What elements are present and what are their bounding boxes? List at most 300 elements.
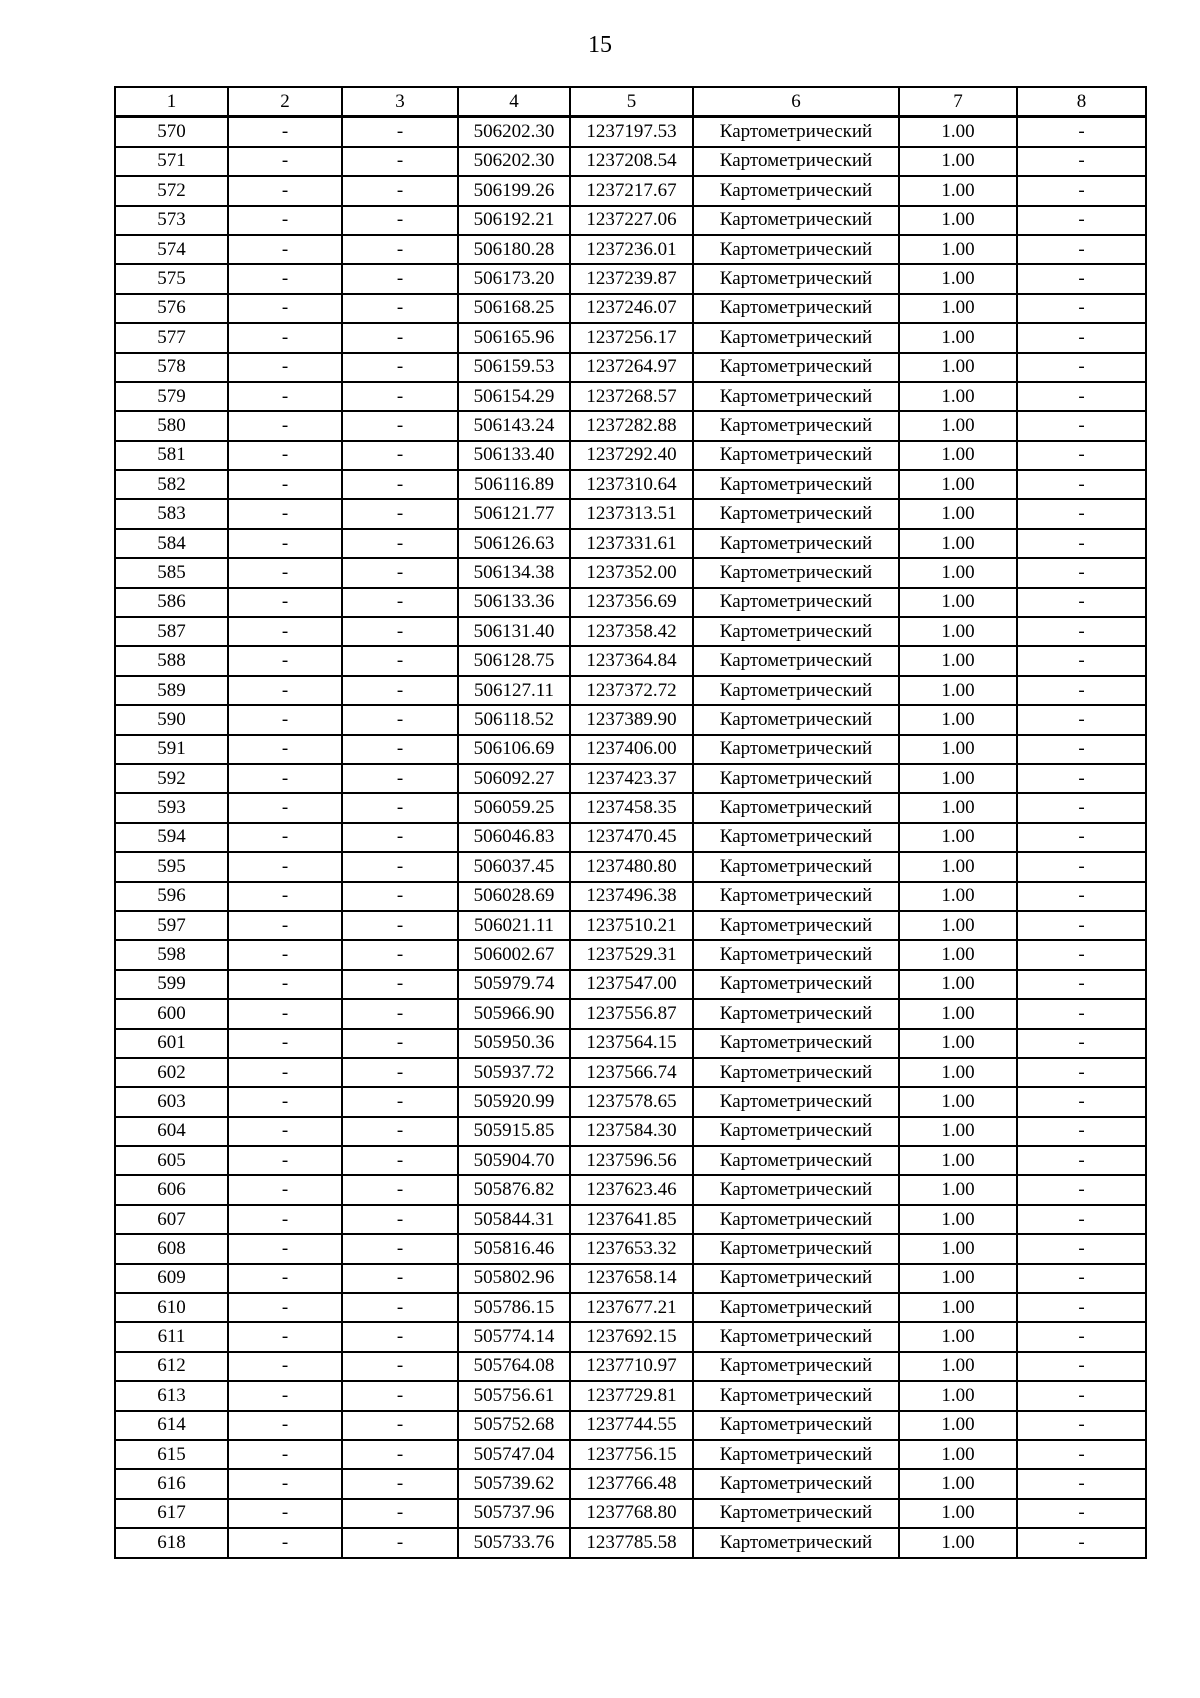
cell-accuracy: 1.00 <box>899 646 1017 675</box>
cell-coord-y: 1237623.46 <box>570 1175 693 1204</box>
cell-coord-y: 1237710.97 <box>570 1352 693 1381</box>
cell-col-8: - <box>1017 793 1146 822</box>
cell-col-8: - <box>1017 441 1146 470</box>
cell-coord-y: 1237292.40 <box>570 441 693 470</box>
table-row <box>115 735 1146 764</box>
table-row <box>115 470 1146 499</box>
cell-col-2: - <box>228 970 342 999</box>
cell-col-8: - <box>1017 705 1146 734</box>
cell-col-8: - <box>1017 1440 1146 1469</box>
cell-coord-x: 506180.28 <box>458 235 570 264</box>
cell-col-2: - <box>228 676 342 705</box>
cell-point-number: 592 <box>115 764 228 793</box>
cell-col-3: - <box>342 1175 458 1204</box>
cell-col-8: - <box>1017 1499 1146 1528</box>
table-row <box>115 117 1146 147</box>
cell-coord-x: 505937.72 <box>458 1058 570 1087</box>
cell-coord-y: 1237389.90 <box>570 705 693 734</box>
cell-col-8: - <box>1017 1264 1146 1293</box>
column-header-8: 8 <box>1017 87 1146 117</box>
cell-coord-x: 506092.27 <box>458 764 570 793</box>
cell-method: Картометрический <box>693 294 899 323</box>
cell-coord-x: 506159.53 <box>458 353 570 382</box>
cell-coord-y: 1237470.45 <box>570 823 693 852</box>
table-header-row <box>115 87 1146 117</box>
cell-col-3: - <box>342 1029 458 1058</box>
cell-coord-x: 505764.08 <box>458 1352 570 1381</box>
cell-coord-y: 1237236.01 <box>570 235 693 264</box>
cell-coord-y: 1237785.58 <box>570 1528 693 1557</box>
cell-accuracy: 1.00 <box>899 294 1017 323</box>
cell-col-2: - <box>228 793 342 822</box>
cell-coord-x: 506126.63 <box>458 529 570 558</box>
table-row <box>115 1087 1146 1116</box>
cell-point-number: 570 <box>115 117 228 147</box>
cell-point-number: 575 <box>115 264 228 293</box>
cell-coord-y: 1237364.84 <box>570 646 693 675</box>
cell-col-2: - <box>228 1175 342 1204</box>
cell-col-8: - <box>1017 1293 1146 1322</box>
cell-point-number: 582 <box>115 470 228 499</box>
column-header-1: 1 <box>115 87 228 117</box>
cell-col-3: - <box>342 940 458 969</box>
cell-accuracy: 1.00 <box>899 1234 1017 1263</box>
cell-col-2: - <box>228 558 342 587</box>
cell-method: Картометрический <box>693 1175 899 1204</box>
cell-point-number: 615 <box>115 1440 228 1469</box>
cell-accuracy: 1.00 <box>899 558 1017 587</box>
cell-coord-x: 506133.40 <box>458 441 570 470</box>
cell-method: Картометрический <box>693 1352 899 1381</box>
cell-point-number: 601 <box>115 1029 228 1058</box>
cell-method: Картометрический <box>693 1411 899 1440</box>
cell-coord-y: 1237756.15 <box>570 1440 693 1469</box>
cell-point-number: 607 <box>115 1205 228 1234</box>
table-row <box>115 852 1146 881</box>
table-row <box>115 1117 1146 1146</box>
table-row <box>115 382 1146 411</box>
cell-coord-x: 506131.40 <box>458 617 570 646</box>
cell-coord-y: 1237729.81 <box>570 1381 693 1410</box>
cell-accuracy: 1.00 <box>899 382 1017 411</box>
cell-point-number: 604 <box>115 1117 228 1146</box>
cell-col-3: - <box>342 617 458 646</box>
cell-col-3: - <box>342 323 458 352</box>
cell-accuracy: 1.00 <box>899 764 1017 793</box>
cell-coord-x: 506202.30 <box>458 117 570 147</box>
cell-col-3: - <box>342 117 458 147</box>
cell-point-number: 610 <box>115 1293 228 1322</box>
cell-col-2: - <box>228 1381 342 1410</box>
cell-method: Картометрический <box>693 1322 899 1351</box>
cell-coord-x: 506002.67 <box>458 940 570 969</box>
cell-accuracy: 1.00 <box>899 705 1017 734</box>
cell-point-number: 600 <box>115 999 228 1028</box>
cell-accuracy: 1.00 <box>899 1029 1017 1058</box>
cell-method: Картометрический <box>693 441 899 470</box>
table-row <box>115 264 1146 293</box>
table-row <box>115 1411 1146 1440</box>
cell-col-2: - <box>228 1352 342 1381</box>
cell-accuracy: 1.00 <box>899 999 1017 1028</box>
cell-point-number: 587 <box>115 617 228 646</box>
cell-accuracy: 1.00 <box>899 970 1017 999</box>
cell-col-2: - <box>228 470 342 499</box>
table-row <box>115 558 1146 587</box>
table-row <box>115 999 1146 1028</box>
page-number: 15 <box>588 32 612 58</box>
cell-method: Картометрический <box>693 588 899 617</box>
cell-col-3: - <box>342 1381 458 1410</box>
cell-col-3: - <box>342 793 458 822</box>
cell-method: Картометрический <box>693 1146 899 1175</box>
table-row <box>115 764 1146 793</box>
cell-col-8: - <box>1017 852 1146 881</box>
cell-col-3: - <box>342 1528 458 1557</box>
cell-col-3: - <box>342 1264 458 1293</box>
cell-coord-y: 1237596.56 <box>570 1146 693 1175</box>
table-row <box>115 793 1146 822</box>
column-header-7: 7 <box>899 87 1017 117</box>
cell-col-3: - <box>342 1205 458 1234</box>
cell-col-3: - <box>342 970 458 999</box>
cell-coord-x: 506127.11 <box>458 676 570 705</box>
cell-coord-y: 1237744.55 <box>570 1411 693 1440</box>
cell-col-3: - <box>342 558 458 587</box>
cell-point-number: 576 <box>115 294 228 323</box>
cell-col-3: - <box>342 1117 458 1146</box>
table-row <box>115 353 1146 382</box>
cell-coord-y: 1237556.87 <box>570 999 693 1028</box>
cell-col-2: - <box>228 882 342 911</box>
cell-col-3: - <box>342 735 458 764</box>
table-row <box>115 1264 1146 1293</box>
cell-point-number: 594 <box>115 823 228 852</box>
cell-coord-y: 1237423.37 <box>570 764 693 793</box>
cell-coord-y: 1237227.06 <box>570 206 693 235</box>
cell-col-3: - <box>342 911 458 940</box>
cell-coord-y: 1237766.48 <box>570 1469 693 1498</box>
cell-point-number: 609 <box>115 1264 228 1293</box>
cell-col-8: - <box>1017 735 1146 764</box>
coordinates-table <box>114 86 1147 1559</box>
cell-method: Картометрический <box>693 235 899 264</box>
table-row <box>115 323 1146 352</box>
cell-method: Картометрический <box>693 793 899 822</box>
cell-col-3: - <box>342 1293 458 1322</box>
cell-accuracy: 1.00 <box>899 940 1017 969</box>
cell-method: Картометрический <box>693 353 899 382</box>
cell-coord-y: 1237658.14 <box>570 1264 693 1293</box>
cell-point-number: 612 <box>115 1352 228 1381</box>
cell-col-3: - <box>342 705 458 734</box>
cell-method: Картометрический <box>693 617 899 646</box>
cell-coord-y: 1237510.21 <box>570 911 693 940</box>
cell-coord-x: 505733.76 <box>458 1528 570 1557</box>
cell-col-8: - <box>1017 646 1146 675</box>
cell-col-3: - <box>342 764 458 793</box>
cell-coord-x: 505786.15 <box>458 1293 570 1322</box>
cell-col-2: - <box>228 235 342 264</box>
table-row <box>115 235 1146 264</box>
cell-coord-y: 1237584.30 <box>570 1117 693 1146</box>
cell-point-number: 588 <box>115 646 228 675</box>
cell-col-8: - <box>1017 323 1146 352</box>
cell-coord-x: 506173.20 <box>458 264 570 293</box>
cell-point-number: 589 <box>115 676 228 705</box>
cell-col-8: - <box>1017 1175 1146 1204</box>
table-body <box>115 117 1146 1558</box>
cell-accuracy: 1.00 <box>899 117 1017 147</box>
cell-coord-x: 506134.38 <box>458 558 570 587</box>
cell-coord-x: 505876.82 <box>458 1175 570 1204</box>
cell-coord-x: 505966.90 <box>458 999 570 1028</box>
cell-coord-y: 1237217.67 <box>570 176 693 205</box>
cell-method: Картометрический <box>693 940 899 969</box>
cell-col-8: - <box>1017 117 1146 147</box>
cell-accuracy: 1.00 <box>899 147 1017 176</box>
cell-method: Картометрический <box>693 264 899 293</box>
cell-point-number: 599 <box>115 970 228 999</box>
cell-coord-x: 506116.89 <box>458 470 570 499</box>
table-row <box>115 882 1146 911</box>
cell-col-8: - <box>1017 1322 1146 1351</box>
cell-point-number: 608 <box>115 1234 228 1263</box>
cell-coord-y: 1237268.57 <box>570 382 693 411</box>
cell-col-2: - <box>228 1234 342 1263</box>
cell-col-8: - <box>1017 911 1146 940</box>
cell-coord-x: 506154.29 <box>458 382 570 411</box>
cell-col-8: - <box>1017 882 1146 911</box>
cell-col-8: - <box>1017 147 1146 176</box>
cell-col-2: - <box>228 1440 342 1469</box>
cell-accuracy: 1.00 <box>899 852 1017 881</box>
cell-coord-y: 1237331.61 <box>570 529 693 558</box>
cell-coord-x: 506143.24 <box>458 411 570 440</box>
cell-col-2: - <box>228 705 342 734</box>
cell-coord-y: 1237692.15 <box>570 1322 693 1351</box>
cell-point-number: 618 <box>115 1528 228 1557</box>
cell-col-3: - <box>342 1234 458 1263</box>
cell-coord-x: 505756.61 <box>458 1381 570 1410</box>
cell-point-number: 577 <box>115 323 228 352</box>
cell-method: Картометрический <box>693 646 899 675</box>
cell-coord-y: 1237282.88 <box>570 411 693 440</box>
table-row <box>115 588 1146 617</box>
cell-col-2: - <box>228 1087 342 1116</box>
cell-coord-x: 505802.96 <box>458 1264 570 1293</box>
table-row <box>115 176 1146 205</box>
cell-accuracy: 1.00 <box>899 1381 1017 1410</box>
cell-method: Картометрический <box>693 1264 899 1293</box>
cell-coord-y: 1237246.07 <box>570 294 693 323</box>
cell-coord-x: 505816.46 <box>458 1234 570 1263</box>
table-row <box>115 499 1146 528</box>
cell-col-2: - <box>228 617 342 646</box>
cell-method: Картометрический <box>693 323 899 352</box>
cell-method: Картометрический <box>693 470 899 499</box>
cell-col-3: - <box>342 264 458 293</box>
cell-col-2: - <box>228 911 342 940</box>
cell-col-3: - <box>342 1087 458 1116</box>
cell-col-2: - <box>228 940 342 969</box>
cell-col-8: - <box>1017 1469 1146 1498</box>
cell-accuracy: 1.00 <box>899 1293 1017 1322</box>
cell-method: Картометрический <box>693 1381 899 1410</box>
cell-method: Картометрический <box>693 382 899 411</box>
cell-col-2: - <box>228 323 342 352</box>
cell-coord-y: 1237641.85 <box>570 1205 693 1234</box>
cell-col-3: - <box>342 235 458 264</box>
cell-accuracy: 1.00 <box>899 235 1017 264</box>
cell-col-2: - <box>228 1293 342 1322</box>
cell-col-3: - <box>342 1352 458 1381</box>
cell-coord-x: 506133.36 <box>458 588 570 617</box>
cell-col-3: - <box>342 823 458 852</box>
cell-col-3: - <box>342 470 458 499</box>
cell-method: Картометрический <box>693 1528 899 1557</box>
cell-coord-x: 505904.70 <box>458 1146 570 1175</box>
cell-coord-x: 506199.26 <box>458 176 570 205</box>
cell-coord-x: 505752.68 <box>458 1411 570 1440</box>
cell-accuracy: 1.00 <box>899 206 1017 235</box>
cell-col-3: - <box>342 1440 458 1469</box>
cell-col-3: - <box>342 588 458 617</box>
cell-method: Картометрический <box>693 499 899 528</box>
table-row <box>115 676 1146 705</box>
table-row <box>115 1528 1146 1557</box>
cell-point-number: 580 <box>115 411 228 440</box>
cell-point-number: 585 <box>115 558 228 587</box>
cell-col-8: - <box>1017 382 1146 411</box>
cell-method: Картометрический <box>693 764 899 793</box>
cell-method: Картометрический <box>693 970 899 999</box>
cell-point-number: 603 <box>115 1087 228 1116</box>
cell-point-number: 579 <box>115 382 228 411</box>
cell-col-2: - <box>228 1322 342 1351</box>
cell-point-number: 613 <box>115 1381 228 1410</box>
cell-col-8: - <box>1017 588 1146 617</box>
cell-point-number: 602 <box>115 1058 228 1087</box>
cell-accuracy: 1.00 <box>899 1117 1017 1146</box>
cell-point-number: 586 <box>115 588 228 617</box>
cell-accuracy: 1.00 <box>899 1322 1017 1351</box>
cell-coord-y: 1237313.51 <box>570 499 693 528</box>
cell-method: Картометрический <box>693 999 899 1028</box>
cell-col-2: - <box>228 147 342 176</box>
table-row <box>115 147 1146 176</box>
cell-col-8: - <box>1017 529 1146 558</box>
cell-point-number: 598 <box>115 940 228 969</box>
table-row <box>115 970 1146 999</box>
cell-col-8: - <box>1017 206 1146 235</box>
cell-col-2: - <box>228 117 342 147</box>
cell-col-2: - <box>228 529 342 558</box>
cell-accuracy: 1.00 <box>899 793 1017 822</box>
cell-col-2: - <box>228 1264 342 1293</box>
cell-coord-y: 1237256.17 <box>570 323 693 352</box>
cell-col-2: - <box>228 823 342 852</box>
cell-method: Картометрический <box>693 558 899 587</box>
cell-col-8: - <box>1017 823 1146 852</box>
cell-col-2: - <box>228 1205 342 1234</box>
table-row <box>115 911 1146 940</box>
cell-coord-y: 1237358.42 <box>570 617 693 646</box>
cell-col-8: - <box>1017 1411 1146 1440</box>
cell-point-number: 591 <box>115 735 228 764</box>
cell-col-8: - <box>1017 353 1146 382</box>
cell-accuracy: 1.00 <box>899 735 1017 764</box>
cell-method: Картометрический <box>693 176 899 205</box>
cell-method: Картометрический <box>693 676 899 705</box>
cell-coord-x: 506059.25 <box>458 793 570 822</box>
cell-coord-x: 506037.45 <box>458 852 570 881</box>
table-row <box>115 294 1146 323</box>
cell-coord-y: 1237264.97 <box>570 353 693 382</box>
table-row <box>115 1293 1146 1322</box>
cell-point-number: 581 <box>115 441 228 470</box>
cell-method: Картометрический <box>693 206 899 235</box>
cell-method: Картометрический <box>693 1469 899 1498</box>
cell-col-8: - <box>1017 1528 1146 1557</box>
cell-method: Картометрический <box>693 911 899 940</box>
cell-accuracy: 1.00 <box>899 499 1017 528</box>
column-header-5: 5 <box>570 87 693 117</box>
cell-point-number: 578 <box>115 353 228 382</box>
cell-col-8: - <box>1017 676 1146 705</box>
table-row <box>115 1029 1146 1058</box>
cell-method: Картометрический <box>693 411 899 440</box>
column-header-3: 3 <box>342 87 458 117</box>
cell-col-2: - <box>228 646 342 675</box>
cell-col-2: - <box>228 176 342 205</box>
table-row <box>115 1499 1146 1528</box>
cell-coord-y: 1237406.00 <box>570 735 693 764</box>
cell-method: Картометрический <box>693 1440 899 1469</box>
cell-col-8: - <box>1017 1381 1146 1410</box>
cell-point-number: 605 <box>115 1146 228 1175</box>
cell-accuracy: 1.00 <box>899 1411 1017 1440</box>
cell-col-3: - <box>342 1499 458 1528</box>
cell-method: Картометрический <box>693 147 899 176</box>
cell-col-3: - <box>342 1322 458 1351</box>
cell-accuracy: 1.00 <box>899 353 1017 382</box>
cell-coord-x: 506121.77 <box>458 499 570 528</box>
cell-point-number: 597 <box>115 911 228 940</box>
cell-col-8: - <box>1017 176 1146 205</box>
cell-method: Картометрический <box>693 1117 899 1146</box>
cell-accuracy: 1.00 <box>899 1058 1017 1087</box>
table-row <box>115 1146 1146 1175</box>
cell-point-number: 616 <box>115 1469 228 1498</box>
cell-col-2: - <box>228 1117 342 1146</box>
cell-accuracy: 1.00 <box>899 1499 1017 1528</box>
table-row <box>115 646 1146 675</box>
table-row <box>115 441 1146 470</box>
cell-col-8: - <box>1017 1029 1146 1058</box>
cell-col-8: - <box>1017 617 1146 646</box>
cell-col-8: - <box>1017 1058 1146 1087</box>
cell-coord-y: 1237547.00 <box>570 970 693 999</box>
table-row <box>115 705 1146 734</box>
cell-method: Картометрический <box>693 1058 899 1087</box>
cell-point-number: 617 <box>115 1499 228 1528</box>
cell-col-3: - <box>342 382 458 411</box>
cell-coord-x: 505737.96 <box>458 1499 570 1528</box>
cell-accuracy: 1.00 <box>899 676 1017 705</box>
cell-coord-y: 1237239.87 <box>570 264 693 293</box>
cell-col-3: - <box>342 499 458 528</box>
